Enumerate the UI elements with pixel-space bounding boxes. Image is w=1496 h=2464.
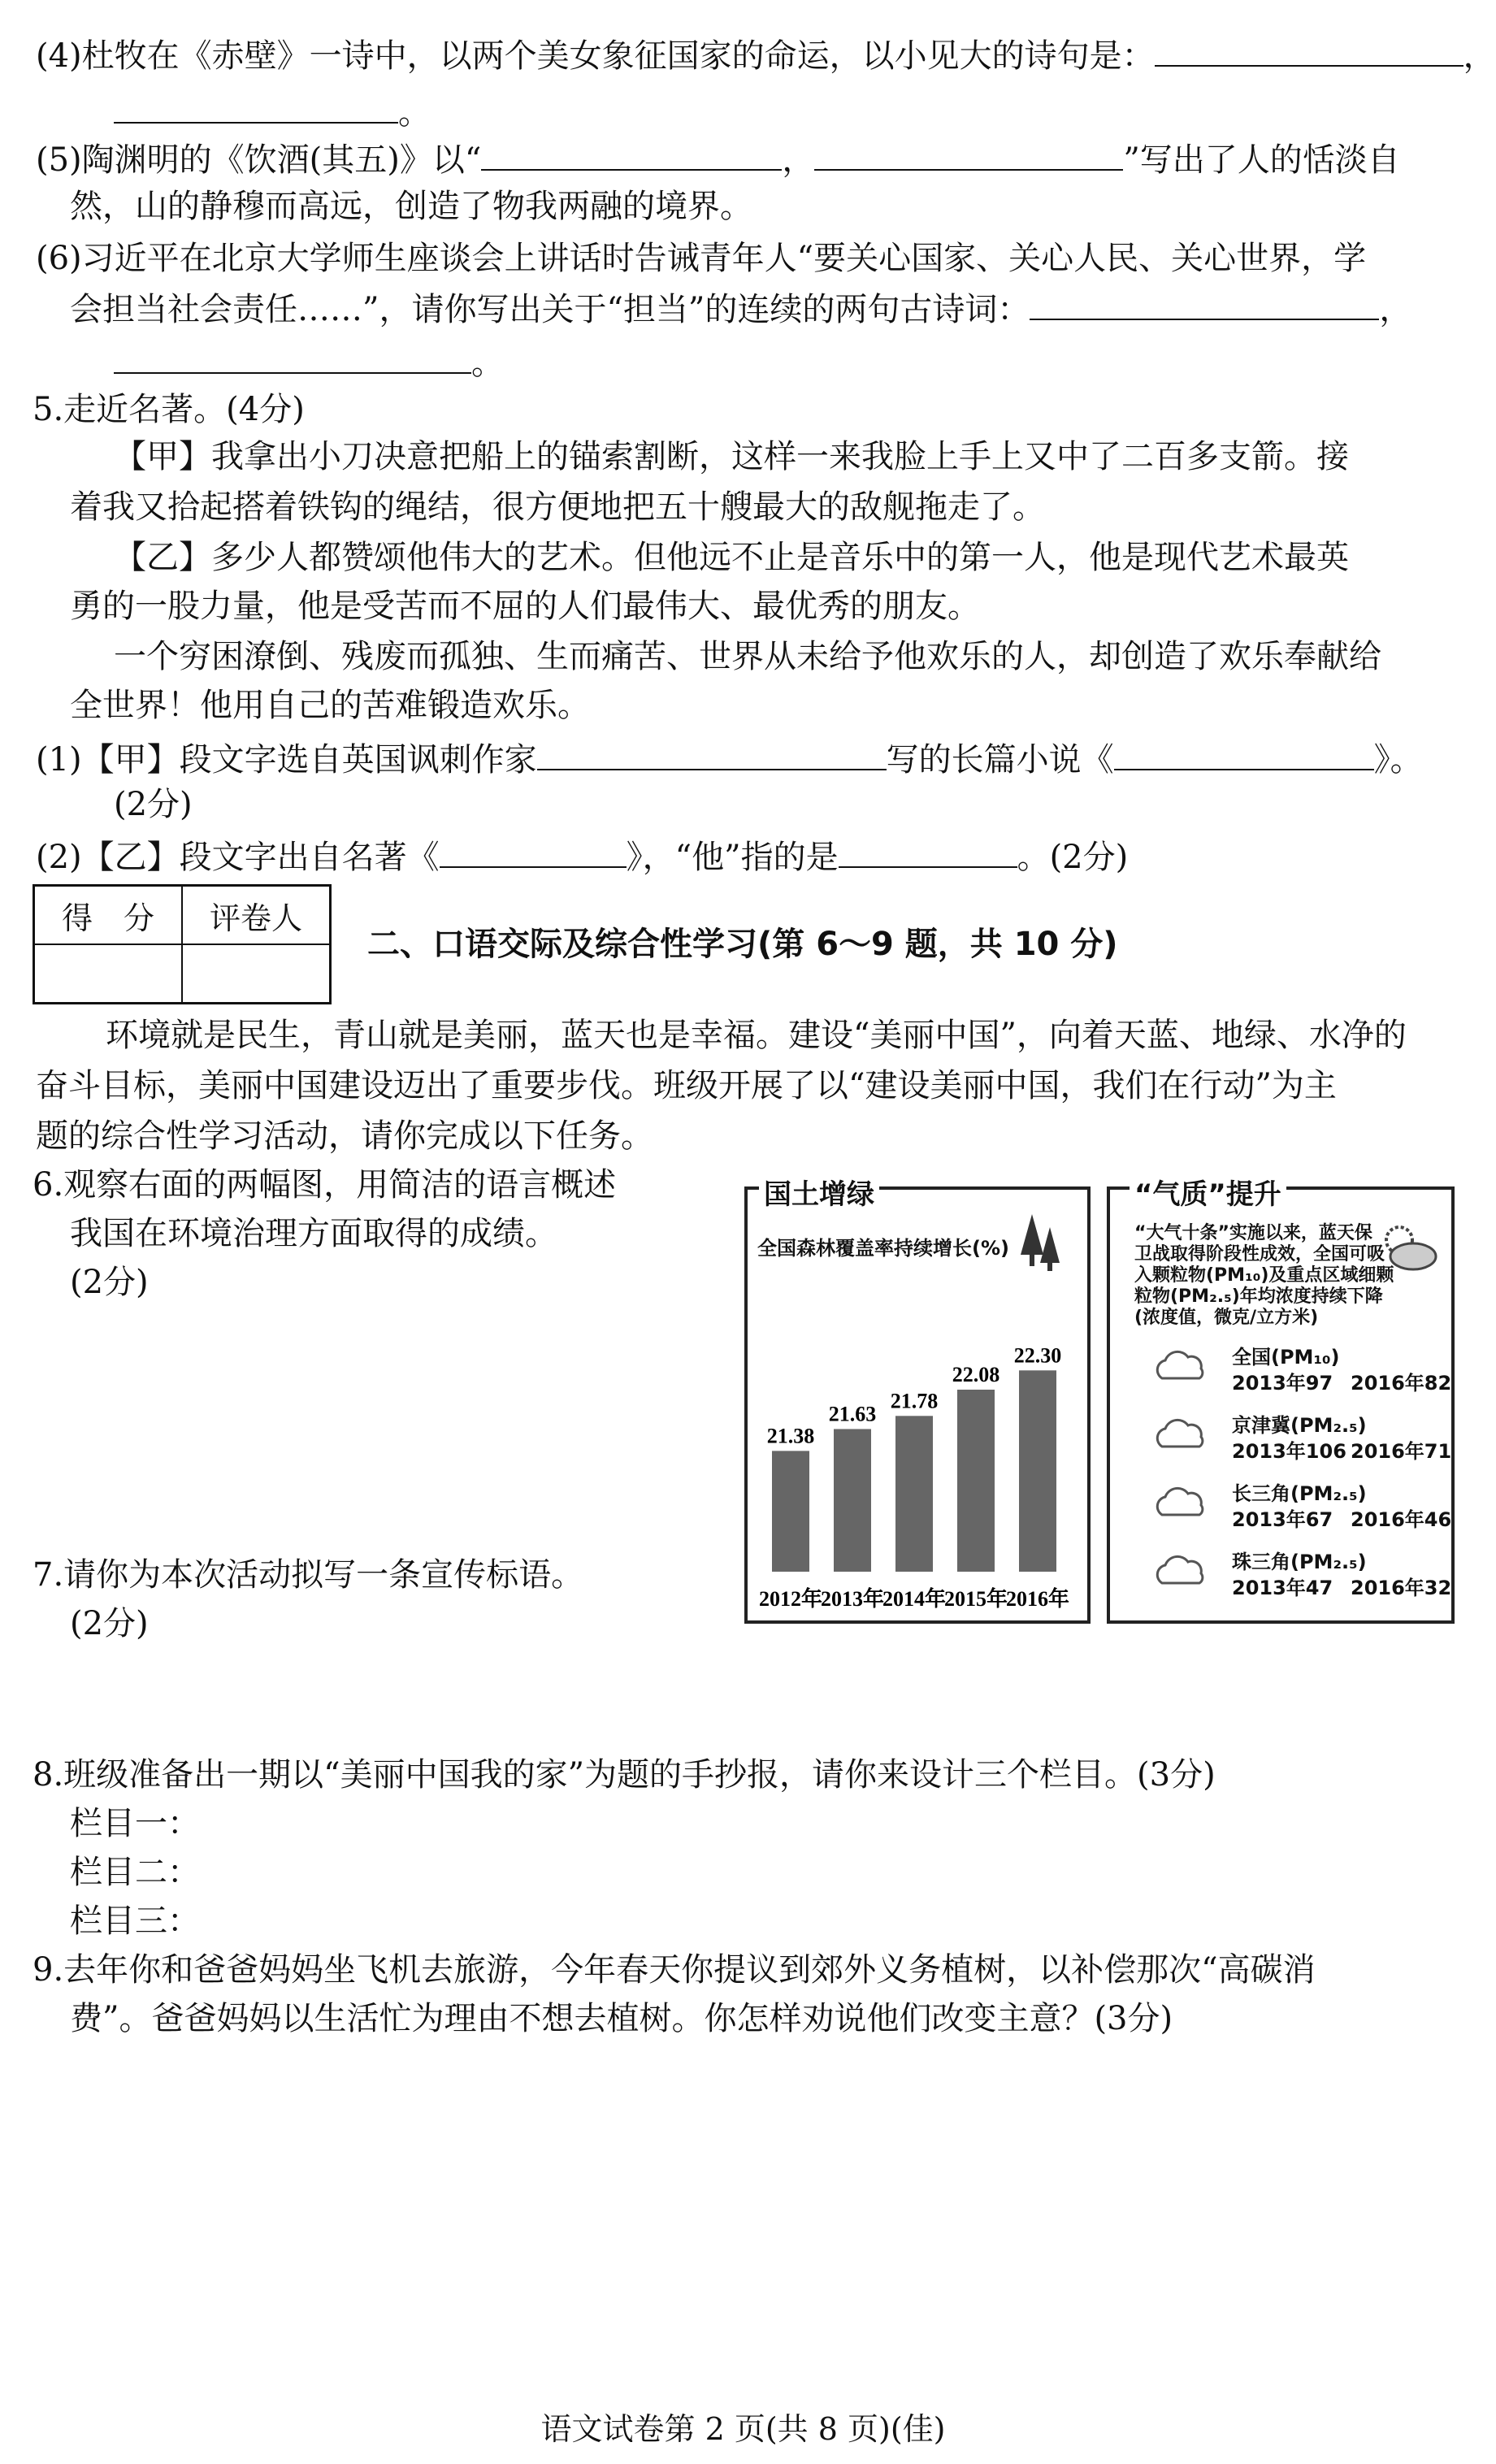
answer-blank[interactable] [839,834,1017,868]
q5-yi-line2: 勇的一股力量，他是受苦而不屈的人们最伟大、最优秀的朋友。 [70,588,980,625]
category-label: 2013年 [820,1587,885,1611]
bar-2013年 [834,1429,871,1572]
q6-line3: (2分) [70,1264,149,1301]
q5-sub2: (2)【乙】段文字出自名著《 》，“他”指的是 。(2分) [36,834,1128,878]
q4-item6-line2: 会担当社会责任……”，请你写出关于“担当”的连续的两句古诗词： ， [70,286,1411,331]
bar-2016年 [1019,1370,1056,1572]
q8-line1: 8.班级准备出一期以“美丽中国我的家”为题的手抄报，请你来设计三个栏目。(3分) [33,1756,1216,1794]
q6-line2: 我国在环境治理方面取得的成绩。 [70,1215,557,1252]
air-panel-title: “气质”提升 [1130,1172,1286,1212]
q8-column2: 栏目二： [70,1854,200,1891]
bar-value-label: 21.63 [828,1402,877,1426]
score-cell[interactable] [34,944,183,1004]
cloud-icon [1152,1416,1209,1451]
air-desc-3: 入颗粒物(PM₁₀)及重点区域细颗 [1134,1265,1394,1286]
air-desc-2: 卫战取得阶段性成效，全国可吸 [1134,1244,1385,1265]
air-desc-1: “大气十条”实施以来，蓝天保 [1134,1223,1372,1243]
bar-value-label: 21.38 [766,1424,815,1448]
bar-value-label: 22.08 [952,1363,1000,1386]
chart-title: 全国森林覆盖率持续增长(%) [757,1237,1009,1260]
answer-blank[interactable] [481,137,782,171]
air-value-2016: 2016年46 [1351,1508,1452,1531]
section2-title: 二、口语交际及综合性学习(第 6～9 题，共 10 分) [367,926,1118,963]
air-desc-4: 粒物(PM₂.₅)年均浓度持续下降 [1134,1286,1383,1307]
forest-bar-chart [748,1190,1087,1620]
q4-item6-line3: 。 [114,340,504,384]
bar-value-label: 22.30 [1013,1343,1062,1368]
answer-blank[interactable] [1155,33,1463,67]
answer-blank[interactable] [440,834,627,868]
q5-yi-line3: 一个穷困潦倒、残废而孤独、生而痛苦、世界从未给予他欢乐的人，却创造了欢乐奉献给 [114,638,1381,675]
answer-blank[interactable] [114,340,471,374]
category-label: 2012年 [758,1587,823,1611]
q5-jia-line1: 【甲】我拿出小刀决意把船上的锚索割断，这样一来我脸上手上又中了二百多支箭。接 [114,438,1349,475]
air-region: 长三角(PM₂.₅) [1232,1482,1367,1505]
cloud-icon [1152,1484,1209,1520]
q9-line2: 费”。爸爸妈妈以生活忙为理由不想去植树。你怎样劝说他们改变主意？(3分) [70,2000,1173,2037]
q7-line1: 7.请你为本次活动拟写一条宣传标语。 [33,1556,584,1594]
cloud-icon [1152,1552,1209,1588]
q5-yi-line1: 【乙】多少人都赞颂他伟大的艺术。但他远不止是音乐中的第一人，他是现代艺术最英 [114,539,1349,576]
category-label: 2014年 [882,1587,947,1611]
air-region: 京津冀(PM₂.₅) [1232,1414,1367,1437]
bar-value-label: 21.78 [890,1389,939,1413]
bar-2015年 [957,1390,995,1572]
tree-icon [1021,1214,1060,1271]
intro-line2: 奋斗目标，美丽中国建设迈出了重要步伐。班级开展了以“建设美丽中国，我们在行动”为主 [36,1067,1337,1104]
answer-blank[interactable] [114,89,398,124]
q5-sub1-score: (2分) [114,786,193,823]
grading-table [33,884,332,1004]
q5-jia-line2: 着我又拾起搭着铁钩的绳结，很方便地把五十艘最大的敌舰拖走了。 [70,488,1045,526]
q8-column1: 栏目一： [70,1805,200,1842]
q4-item4-line2: 。 [114,89,431,134]
air-value-2013: 2013年67 [1232,1508,1333,1531]
air-value-2016: 2016年32 [1351,1577,1452,1599]
q5-title: 5.走近名著。(4分) [33,391,305,428]
sun-cloud-icon [1368,1214,1442,1279]
q4-item6-line1: (6)习近平在北京大学师生座谈会上讲话时告诫青年人“要关心国家、关心人民、关心世界，学 [36,240,1367,277]
q7-line2: (2分) [70,1605,149,1642]
q6-line1: 6.观察右面的两幅图，用简洁的语言概述 [33,1166,617,1204]
q9-line1: 9.去年你和爸爸妈妈坐飞机去旅游，今年春天你提议到郊外义务植树，以补偿那次“高碳消 [33,1951,1316,1989]
answer-blank[interactable] [1114,736,1374,770]
forest-chart-panel [744,1178,1091,1624]
air-value-2016: 2016年82 [1351,1372,1452,1395]
category-label: 2015年 [943,1587,1008,1611]
intro-line3: 题的综合性学习活动，请你完成以下任务。 [36,1117,653,1155]
bar-2012年 [772,1451,809,1572]
air-value-2016: 2016年71 [1351,1440,1452,1463]
q4-item5-line2: 然，山的静穆而高远，创造了物我两融的境界。 [70,188,752,225]
bar-2014年 [895,1416,933,1572]
category-label: 2016年 [1005,1587,1070,1611]
answer-blank[interactable] [1030,286,1379,320]
intro-line1: 环境就是民生，青山就是美丽，蓝天也是幸福。建设“美丽中国”，向着天蓝、地绿、水净的 [106,1017,1407,1054]
answer-blank[interactable] [814,137,1123,171]
air-value-2013: 2013年97 [1232,1372,1333,1395]
grader-label: 评卷人 [182,886,331,945]
air-value-2013: 2013年106 [1232,1440,1346,1463]
q4-item5-line1: (5)陶渊明的《饮酒(其五)》以“ ， ”写出了人的恬淡自 [36,137,1400,181]
answer-blank[interactable] [537,736,887,770]
air-quality-panel [1107,1178,1455,1624]
q5-yi-line4: 全世界！他用自己的苦难锻造欢乐。 [70,687,590,724]
q8-column3: 栏目三： [70,1902,200,1940]
air-region: 全国(PM₁₀) [1232,1346,1340,1369]
score-label: 得 分 [34,886,183,945]
air-value-2013: 2013年47 [1232,1577,1333,1599]
q4-item4-line1: (4)杜牧在《赤壁》一诗中，以两个美女象征国家的命运，以小见大的诗句是： ， [36,33,1496,77]
page-footer: 语文试卷第 2 页(共 8 页)(佳) [540,2411,946,2447]
q5-sub1-line1: (1)【甲】段文字选自英国讽刺作家 写的长篇小说《 》。 [36,736,1423,781]
air-region: 珠三角(PM₂.₅) [1232,1551,1367,1573]
cloud-icon [1152,1347,1209,1383]
forest-panel-title: 国土增绿 [759,1172,879,1212]
grader-cell[interactable] [182,944,331,1004]
air-desc-5: (浓度值，微克/立方米) [1134,1308,1319,1328]
